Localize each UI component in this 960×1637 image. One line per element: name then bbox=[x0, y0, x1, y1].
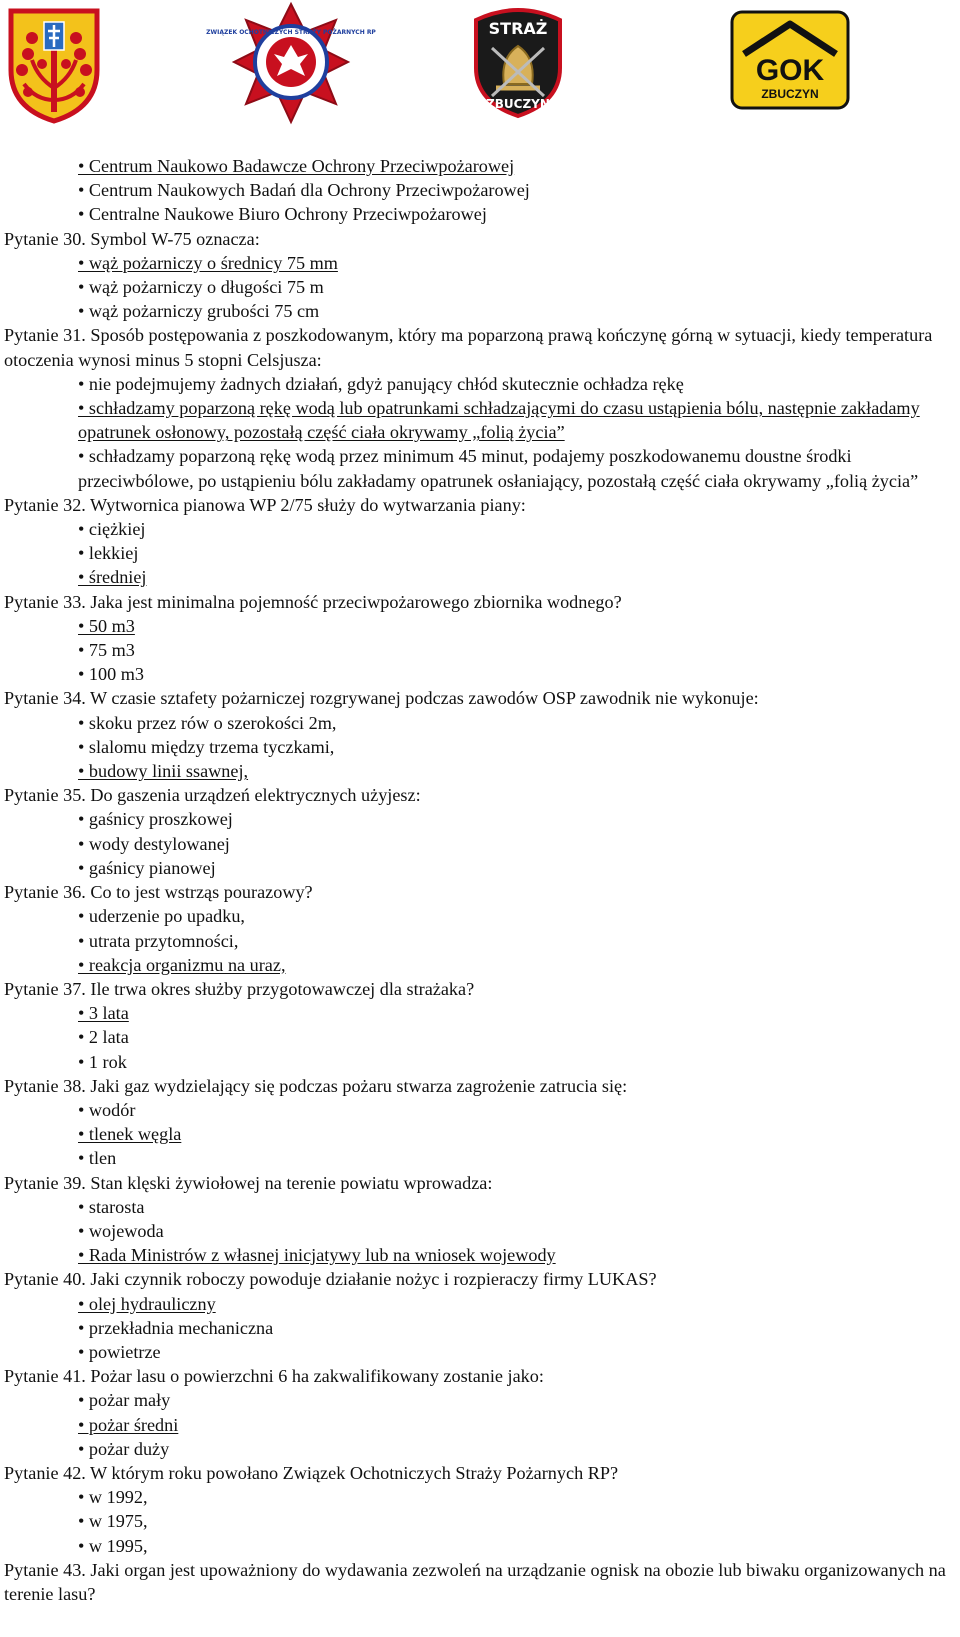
answer-option-label: • gaśnicy proszkowej bbox=[78, 809, 233, 830]
answer-option-label: • Rada Ministrów z własnej inicjatywy lub na wniosek wojewody bbox=[78, 1245, 556, 1266]
answer-option bbox=[4, 275, 956, 299]
answer-option bbox=[4, 1050, 956, 1074]
answer-option bbox=[4, 299, 956, 323]
answer-option-label: • 50 m3 bbox=[78, 615, 135, 636]
answer-option bbox=[4, 735, 956, 759]
answer-option-label: • pożar mały bbox=[78, 1390, 171, 1411]
answer-option-label: • tlen bbox=[78, 1148, 117, 1169]
question-label: Pytanie 41. Pożar lasu o powierzchni 6 ha zakwalifikowany zostanie jako: bbox=[4, 1366, 544, 1387]
answer-option-correct bbox=[4, 154, 956, 178]
answer-option-correct bbox=[4, 759, 956, 783]
answer-option bbox=[4, 929, 956, 953]
answer-option-label: • wody destylowanej bbox=[78, 833, 230, 854]
question-text bbox=[4, 1558, 956, 1606]
question-text bbox=[4, 880, 956, 904]
question-label: Pytanie 30. Symbol W-75 oznacza: bbox=[4, 228, 260, 249]
answer-option-correct bbox=[4, 953, 956, 977]
answer-option-label: • wąż pożarniczy o długości 75 m bbox=[78, 277, 324, 298]
answer-option-label: • 2 lata bbox=[78, 1027, 129, 1048]
answer-option-correct bbox=[4, 614, 956, 638]
answer-option-label: • 3 lata bbox=[78, 1003, 129, 1024]
question-label: Pytanie 39. Stan klęski żywiołowej na terenie powiatu wprowadza: bbox=[4, 1172, 493, 1193]
answer-option-label: • uderzenie po upadku, bbox=[78, 906, 245, 927]
answer-option-label: • Centrum Naukowych Badań dla Ochrony Przeciwpożarowej bbox=[78, 180, 530, 201]
answer-option-label: • średniej bbox=[78, 567, 147, 588]
question-label: Pytanie 33. Jaka jest minimalna pojemność przeciwpożarowego zbiornika wodnego? bbox=[4, 591, 622, 612]
question-text bbox=[4, 977, 956, 1001]
question-text bbox=[4, 1364, 956, 1388]
answer-option bbox=[4, 517, 956, 541]
answer-option-label: • Centrum Naukowo Badawcze Ochrony Przeciwpożarowej bbox=[78, 156, 515, 176]
answer-option-label: • schładzamy poparzoną rękę wodą lub opatrunkami schładzającymi do czasu ustąpienia bólu, następnie zakładamy opatrunek osłonowy, pozostałą część ciała okrywamy „folią życia” bbox=[78, 398, 920, 443]
answer-option bbox=[4, 1219, 956, 1243]
answer-option bbox=[4, 1388, 956, 1412]
answer-option bbox=[4, 1340, 956, 1364]
quiz-content bbox=[4, 154, 956, 1606]
answer-option bbox=[4, 1485, 956, 1509]
answer-option-label: • Centralne Naukowe Biuro Ochrony Przeciwpożarowej bbox=[78, 204, 487, 225]
answer-option-label: • olej hydrauliczny bbox=[78, 1293, 216, 1314]
answer-option bbox=[4, 711, 956, 735]
answer-option bbox=[4, 1098, 956, 1122]
answer-option-label: • powietrze bbox=[78, 1341, 161, 1362]
answer-option-label: • pożar średni bbox=[78, 1414, 179, 1435]
answer-option-label: • wojewoda bbox=[78, 1220, 164, 1241]
answer-option bbox=[4, 832, 956, 856]
answer-option bbox=[4, 178, 956, 202]
answer-option bbox=[4, 1534, 956, 1558]
question-text bbox=[4, 227, 956, 251]
answer-option-label: • nie podejmujemy żadnych działań, gdyż panujący chłód skutecznie ochładza rękę bbox=[78, 373, 684, 394]
answer-option-label: • slalomu między trzema tyczkami, bbox=[78, 736, 335, 757]
answer-option-label: • schładzamy poparzoną rękę wodą przez minimum 45 minut, podajemy poszkodowanemu doustne środki przeciwbólowe, po ustąpieniu bólu zakładamy opatrunek osłaniający, pozostałą część ciała okrywamy „folią życia” bbox=[78, 446, 919, 491]
answer-option bbox=[4, 1316, 956, 1340]
answer-option-label: • w 1975, bbox=[78, 1511, 148, 1532]
answer-option-label: • skoku przez rów o szerokości 2m, bbox=[78, 712, 337, 733]
answer-option-correct bbox=[4, 1122, 956, 1146]
straz-zbuczyn-badge-logo bbox=[470, 6, 566, 118]
gok-logo-main-text: GOK bbox=[755, 54, 825, 87]
answer-option-correct bbox=[4, 1243, 956, 1267]
answer-option bbox=[4, 1025, 956, 1049]
answer-option bbox=[4, 1146, 956, 1170]
question-label: Pytanie 43. Jaki organ jest upoważniony do wydawania zezwoleń na urządzanie ognisk na obozie lub biwaku organizowanych na terenie lasu? bbox=[4, 1559, 946, 1604]
gok-zbuczyn-logo bbox=[730, 10, 850, 110]
gok-logo-sub-text: ZBUCZYN bbox=[761, 87, 819, 101]
question-label: Pytanie 35. Do gaszenia urządzeń elektrycznych użyjesz: bbox=[4, 785, 421, 806]
answer-option bbox=[4, 372, 956, 396]
zosp-emblem-text: ZWIĄZEK OCHOTNICZYCH STRAŻY POŻARNYCH RP bbox=[206, 29, 376, 36]
answer-option bbox=[4, 541, 956, 565]
answer-option-label: • przekładnia mechaniczna bbox=[78, 1317, 274, 1338]
answer-option bbox=[4, 202, 956, 226]
answer-option-label: • 1 rok bbox=[78, 1051, 127, 1072]
answer-option-label: • gaśnicy pianowej bbox=[78, 857, 216, 878]
gmina-coat-of-arms-logo bbox=[8, 8, 100, 124]
answer-option-label: • reakcja organizmu na uraz, bbox=[78, 954, 286, 975]
answer-option-label: • wąż pożarniczy grubości 75 cm bbox=[78, 301, 320, 322]
answer-option-label: • wąż pożarniczy o średnicy 75 mm bbox=[78, 252, 338, 273]
answer-option-label: • w 1995, bbox=[78, 1535, 148, 1556]
answer-option-correct bbox=[4, 396, 956, 444]
question-text bbox=[4, 1171, 956, 1195]
answer-option bbox=[4, 1195, 956, 1219]
question-text bbox=[4, 1461, 956, 1485]
question-label: Pytanie 32. Wytwornica pianowa WP 2/75 służy do wytwarzania piany: bbox=[4, 494, 526, 515]
question-text bbox=[4, 323, 956, 371]
question-label: Pytanie 34. W czasie sztafety pożarniczej rozgrywanej podczas zawodów OSP zawodnik nie wykonuje: bbox=[4, 688, 759, 709]
question-label: Pytanie 42. W którym roku powołano Związek Ochotniczych Straży Pożarnych RP? bbox=[4, 1462, 619, 1483]
question-text bbox=[4, 590, 956, 614]
answer-option bbox=[4, 638, 956, 662]
question-text bbox=[4, 783, 956, 807]
straz-badge-bottom-text: ZBUCZYN bbox=[486, 97, 550, 111]
answer-option-label: • 100 m3 bbox=[78, 664, 144, 685]
answer-option-label: • wodór bbox=[78, 1099, 136, 1120]
answer-option bbox=[4, 444, 956, 492]
header-logos bbox=[0, 0, 960, 140]
answer-option-correct bbox=[4, 1413, 956, 1437]
answer-option-label: • lekkiej bbox=[78, 543, 139, 564]
answer-option-label: • 75 m3 bbox=[78, 640, 135, 661]
question-text bbox=[4, 1074, 956, 1098]
question-text bbox=[4, 686, 956, 710]
answer-option-correct bbox=[4, 1292, 956, 1316]
question-label: Pytanie 38. Jaki gaz wydzielający się podczas pożaru stwarza zagrożenie zatrucia się: bbox=[4, 1075, 628, 1096]
answer-option bbox=[4, 1437, 956, 1461]
answer-option bbox=[4, 1509, 956, 1533]
question-label: Pytanie 36. Co to jest wstrząs pourazowy? bbox=[4, 882, 313, 903]
question-label: Pytanie 40. Jaki czynnik roboczy powoduje działanie nożyc i rozpieraczy firmy LUKAS? bbox=[4, 1269, 657, 1290]
answer-option-label: • starosta bbox=[78, 1196, 145, 1217]
answer-option bbox=[4, 662, 956, 686]
answer-option-label: • tlenek węgla bbox=[78, 1124, 182, 1145]
answer-option-correct bbox=[4, 1001, 956, 1025]
answer-option bbox=[4, 904, 956, 928]
answer-option-correct bbox=[4, 565, 956, 589]
answer-option-label: • w 1992, bbox=[78, 1487, 148, 1508]
answer-option bbox=[4, 807, 956, 831]
question-text bbox=[4, 1267, 956, 1291]
question-text bbox=[4, 493, 956, 517]
answer-option-label: • budowy linii ssawnej, bbox=[78, 761, 249, 782]
question-label: Pytanie 37. Ile trwa okres służby przygotowawczej dla strażaka? bbox=[4, 978, 475, 999]
question-label: Pytanie 31. Sposób postępowania z poszkodowanym, który ma poparzoną prawą kończynę górną w sytuacji, kiedy temperatura otoczenia wynosi minus 5 stopni Celsjusza: bbox=[4, 325, 933, 370]
answer-option bbox=[4, 856, 956, 880]
straz-badge-top-text: STRAŻ bbox=[488, 19, 548, 38]
answer-option-label: • utrata przytomności, bbox=[78, 930, 239, 951]
answer-option-label: • pożar duży bbox=[78, 1438, 170, 1459]
answer-option-correct bbox=[4, 251, 956, 275]
zosp-rp-emblem-logo bbox=[206, 2, 376, 124]
answer-option-label: • ciężkiej bbox=[78, 519, 146, 540]
